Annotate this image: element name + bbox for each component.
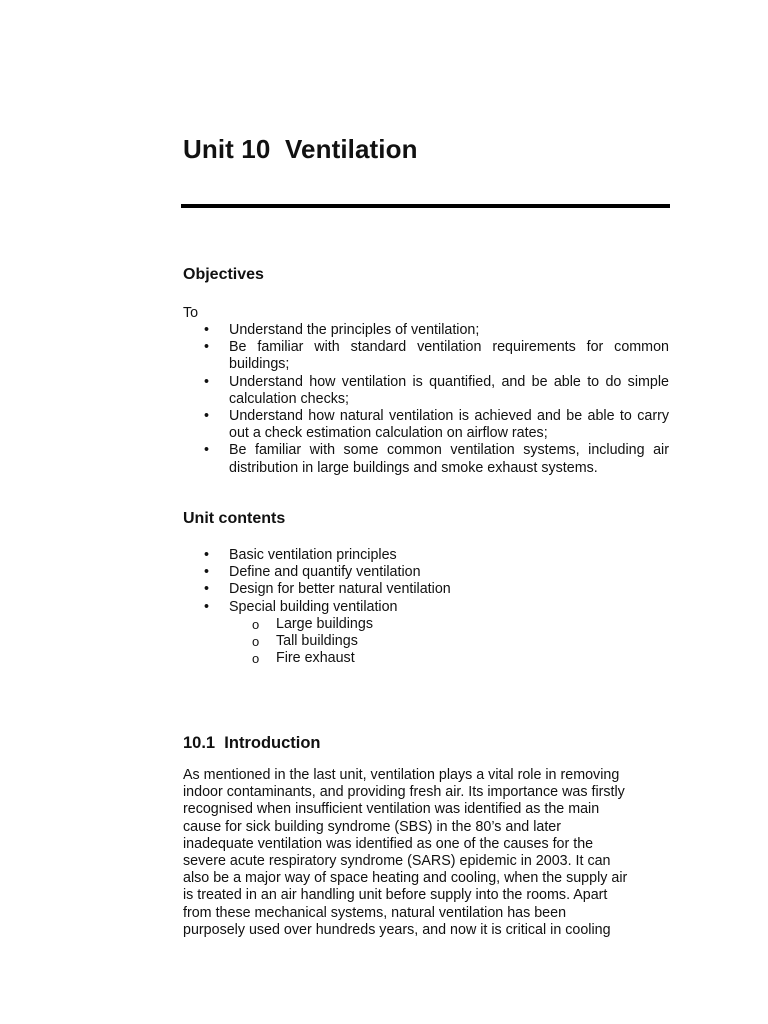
sub-list: [229, 616, 669, 668]
list-item: [183, 374, 669, 408]
paragraph-line: severe acute respiratory syndrome (SARS) epidemic in 2003. It can: [183, 853, 611, 870]
paragraph-line: cause for sick building syndrome (SBS) in the 80’s and later: [183, 818, 562, 835]
paragraph-line: purposely used over hundreds years, and now it is critical in cooling: [183, 921, 611, 938]
list-item: [183, 442, 669, 476]
bullet-icon: •: [204, 581, 210, 598]
paragraph-line: is treated in an air handling unit before supply into the rooms. Apart: [183, 887, 608, 904]
contents-text: Define and quantify ventilation: [229, 564, 421, 581]
sub-item-text: Large buildings: [276, 615, 373, 632]
sub-item-text: Tall buildings: [276, 633, 358, 650]
bullet-icon: •: [204, 442, 210, 459]
sub-list-item: [229, 616, 669, 633]
paragraph-line: recognised when insufficient ventilation was identified as the main: [183, 801, 600, 818]
paragraph-line: As mentioned in the last unit, ventilation plays a vital role in removing: [183, 767, 620, 783]
circle-bullet-icon: o: [252, 634, 260, 650]
list-item: [183, 408, 669, 442]
objectives-intro: To: [183, 305, 199, 321]
unit-contents-list: [183, 547, 669, 667]
objective-text: Understand the principles of ventilation;: [229, 322, 480, 338]
title-divider: [181, 204, 670, 208]
circle-bullet-icon: o: [252, 616, 260, 632]
contents-text: Basic ventilation principles: [229, 547, 397, 563]
contents-text: Design for better natural ventilation: [229, 581, 451, 598]
objective-text: Be familiar with standard ventilation requirements for common buildings;: [229, 339, 669, 373]
paragraph-line: inadequate ventilation was identified as one of the causes for the: [183, 835, 594, 852]
list-item: [183, 564, 669, 581]
unit-title: Unit 10 Ventilation: [183, 134, 418, 164]
contents-text: Special building ventilation: [229, 598, 398, 615]
bullet-icon: •: [204, 564, 210, 581]
list-item: [183, 547, 669, 564]
bullet-icon: •: [204, 547, 210, 563]
objectives-heading: Objectives: [183, 266, 264, 283]
paragraph-line: from these mechanical systems, natural ventilation has been: [183, 904, 567, 921]
paragraph-line: also be a major way of space heating and cooling, when the supply air: [183, 870, 628, 887]
sub-list-item: [229, 633, 669, 650]
bullet-icon: •: [204, 408, 210, 425]
sub-item-text: Fire exhaust: [276, 650, 355, 667]
section-heading: 10.1 Introduction: [183, 734, 321, 752]
bullet-icon: •: [204, 598, 210, 615]
list-item: [183, 322, 669, 339]
bullet-icon: •: [204, 322, 210, 338]
objective-text: Understand how natural ventilation is achieved and be able to carry out a check estimation calculation on airflow rates;: [229, 408, 669, 442]
objective-text: Understand how ventilation is quantified, and be able to do simple calculation checks;: [229, 373, 669, 407]
unit-contents-heading: Unit contents: [183, 510, 286, 527]
list-item: [183, 599, 669, 668]
objective-text: Be familiar with some common ventilation systems, including air distribution in large buildings and smoke exhaust systems.: [229, 442, 669, 476]
introduction-paragraph: [183, 767, 673, 939]
circle-bullet-icon: o: [252, 651, 260, 667]
bullet-icon: •: [204, 373, 210, 390]
bullet-icon: •: [204, 339, 210, 356]
list-item: [183, 581, 669, 598]
objectives-list: [183, 322, 669, 477]
list-item: [183, 339, 669, 373]
paragraph-line: indoor contaminants, and providing fresh air. Its importance was firstly: [183, 784, 625, 801]
sub-list-item: [229, 650, 669, 667]
